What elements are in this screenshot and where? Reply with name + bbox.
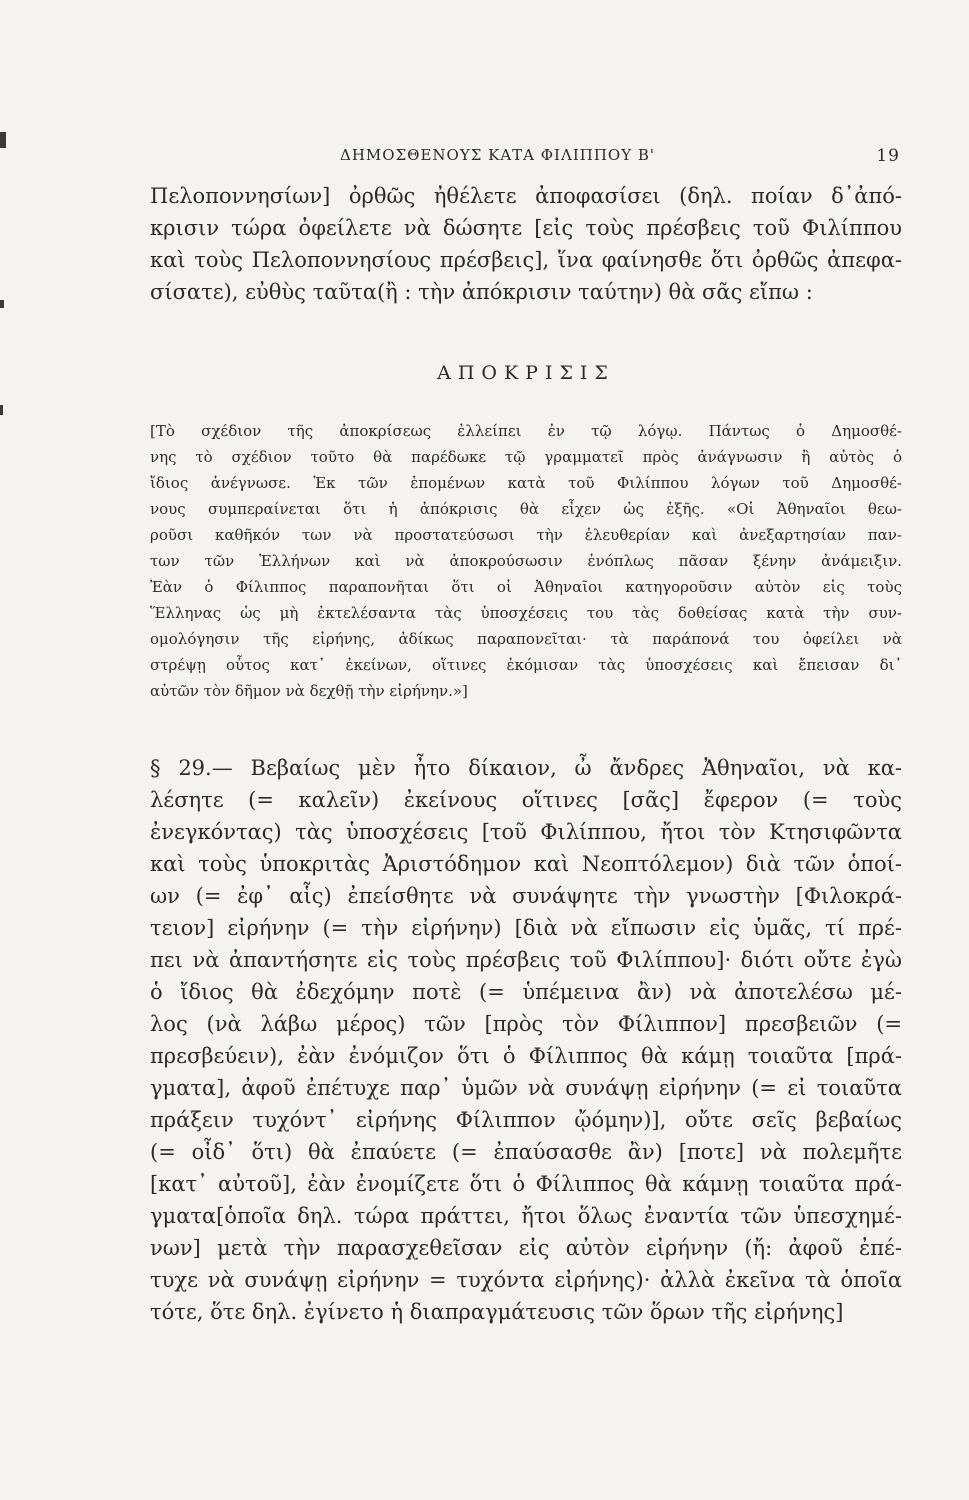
text-line: (= οἶδ᾽ ὅτι) θὰ ἐπαύετε (= ἐπαύσασθε ἂν) [ποτε] νὰ πολεμῆτε (150, 1140, 902, 1164)
note-line: [Τὸ σχέδιον τῆς ἀποκρίσεως ἐλλείπει ἐν τῷ λόγῳ. Πάντως ὁ Δημοσθέ- (150, 422, 902, 440)
text-line: πει νὰ ἀπαντήσητε εἰς τοὺς πρέσβεις τοῦ Φιλίππου]· διότι οὔτε ἐγὼ (150, 948, 902, 972)
note-line: ροῦσι καθῆκόν των νὰ προστατεύσωσι τὴν ἐλευθερίαν καὶ ἀνεξαρτησίαν παν- (150, 526, 902, 544)
text-line: Πελοποννησίων] ὀρθῶς ἠθέλετε ἀποφασίσει (δηλ. ποίαν δ᾽ἀπό- (150, 184, 902, 208)
note-line: ομολόγησιν τῆς εἰρήνης, ἀδίκως παραπονεῖται· τὰ παράπονά του ὀφείλει νὰ (150, 630, 902, 648)
note-line: αὐτῶν τὸν δῆμον νὰ δεχθῇ τὴν εἰρήνην.»] (150, 682, 468, 700)
section-29-paragraph (150, 752, 902, 1328)
text-line: τειον] εἰρήνην (= τὴν εἰρήνην) [διὰ νὰ εἴπωσιν εἰς ὑμᾶς, τί πρέ- (150, 916, 902, 940)
text-line: ἐνεγκόντας) τὰς ὑποσχέσεις [τοῦ Φιλίππου, ἤτοι τὸν Κτησιφῶντα (150, 820, 902, 844)
text-line: γματα[ὁποῖα δηλ. τώρα πράττει, ἤτοι ὅλως ἐναντία τῶν ὑπεσχημέ- (150, 1204, 902, 1228)
text-line: [κατ᾽ αὐτοῦ], ἐὰν ἐνομίζετε ὅτι ὁ Φίλιππος θὰ κάμνῃ τοιαῦτα πρά- (150, 1172, 902, 1196)
text-line: ων (= ἐφ᾽ αἷς) ἐπείσθητε νὰ συνάψητε τὴν γνωστὴν [Φιλοκρά- (150, 884, 902, 908)
text-line: § 29.— Βεβαίως μὲν ἦτο δίκαιον, ὦ ἄνδρες Ἀθηναῖοι, νὰ κα- (150, 756, 902, 780)
text-line: καὶ τοὺς Πελοποννησίους πρέσβεις], ἵνα φαίνησθε ὅτι ὀρθῶς ἀπεφα- (150, 248, 902, 272)
text-line: σίσατε), εὐθὺς ταῦτα(ἢ : τὴν ἀπόκρισιν ταύτην) θὰ σᾶς εἴπω : (150, 280, 813, 304)
text-line: λέσητε (= καλεῖν) ἐκείνους οἵτινες [σᾶς] ἔφερον (= τοὺς (150, 788, 902, 812)
note-line: ἴδιος ἀνέγνωσε. Ἐκ τῶν ἑπομένων κατὰ τοῦ Φιλίππου λόγων τοῦ Δημοσθέ- (150, 474, 902, 492)
running-title: ΔΗΜΟΣΘΕΝΟΥΣ ΚΑΤΑ ΦΙΛΙΠΠΟΥ Β' (340, 146, 656, 164)
text-line: κρισιν τώρα ὀφείλετε νὰ δώσητε [εἰς τοὺς πρέσβεις τοῦ Φιλίππου (150, 216, 902, 240)
text-line: γματα], ἀφοῦ ἐπέτυχε παρ᾽ ὑμῶν νὰ συνάψῃ εἰρήνην (= εἰ τοιαῦτα (150, 1076, 902, 1100)
text-line: πρεσβεύειν), ἐὰν ἐνόμιζον ὅτι ὁ Φίλιππος θὰ κάμῃ τοιαῦτα [πρά- (150, 1044, 902, 1068)
left-edge-mark (0, 132, 6, 148)
text-line: τότε, ὅτε δηλ. ἐγίνετο ἡ διαπραγμάτευσις τῶν ὅρων τῆς εἰρήνης] (150, 1300, 844, 1324)
left-edge-mark (0, 405, 3, 415)
running-header (150, 146, 900, 168)
note-line: Ἐὰν ὁ Φίλιππος παραπονῆται ὅτι οἱ Ἀθηναῖοι κατηγοροῦσιν αὐτὸν εἰς τοὺς (150, 578, 902, 596)
page-number: 19 (876, 146, 900, 166)
left-edge-mark (0, 300, 4, 308)
note-line: των τῶν Ἑλλήνων καὶ νὰ ἀποκρούσωσιν ἐνόπλως πᾶσαν ξένην ἀνάμειξιν. (150, 552, 902, 570)
note-line: Ἕλληνας ὡς μὴ ἐκτελέσαντα τὰς ὑποσχέσεις του τὰς δοθείσας κατὰ τὴν συν- (150, 604, 902, 622)
intro-paragraph (150, 180, 902, 308)
text-line: τυχε νὰ συνάψῃ εἰρήνην = τυχόντα εἰρήνης)· ἀλλὰ ἐκεῖνα τὰ ὁποῖα (150, 1268, 902, 1292)
text-line: πράξειν τυχόντ᾽ εἰρήνης Φίλιππον ᾤόμην)], οὔτε σεῖς βεβαίως (150, 1108, 902, 1132)
section-title: ΑΠΟΚΡΙΣΙΣ (437, 362, 615, 384)
text-line: καὶ τοὺς ὑποκριτὰς Ἀριστόδημον καὶ Νεοπτόλεμον) διὰ τῶν ὁποί- (150, 852, 902, 876)
note-line: νους συμπεραίνεται ὅτι ἡ ἀπόκρισις θὰ εἶχεν ὡς ἑξῆς. «Οἱ Ἀθηναῖοι θεω- (150, 500, 902, 518)
note-line: νης τὸ σχέδιον τοῦτο θὰ παρέδωκε τῷ γραμματεῖ πρὸς ἀνάγνωσιν ἢ αὐτὸς ὁ (150, 448, 902, 466)
note-line: στρέψῃ οὗτος κατ᾽ ἐκείνων, οἵτινες ἐκόμισαν τὰς ὑποσχέσεις καὶ ἔπεισαν δι᾽ (150, 656, 902, 674)
text-line: νων] μετὰ τὴν παρασχεθεῖσαν εἰς αὐτὸν εἰρήνην (ἤ: ἀφοῦ ἐπέ- (150, 1236, 902, 1260)
text-line: λος (νὰ λάβω μέρος) τῶν [πρὸς τὸν Φίλιππον] πρεσβειῶν (= (150, 1012, 902, 1036)
editor-note (150, 418, 902, 704)
text-line: ὁ ἴδιος θὰ ἐδεχόμην ποτὲ (= ὑπέμεινα ἂν) νὰ ἀποτελέσω μέ- (150, 980, 902, 1004)
